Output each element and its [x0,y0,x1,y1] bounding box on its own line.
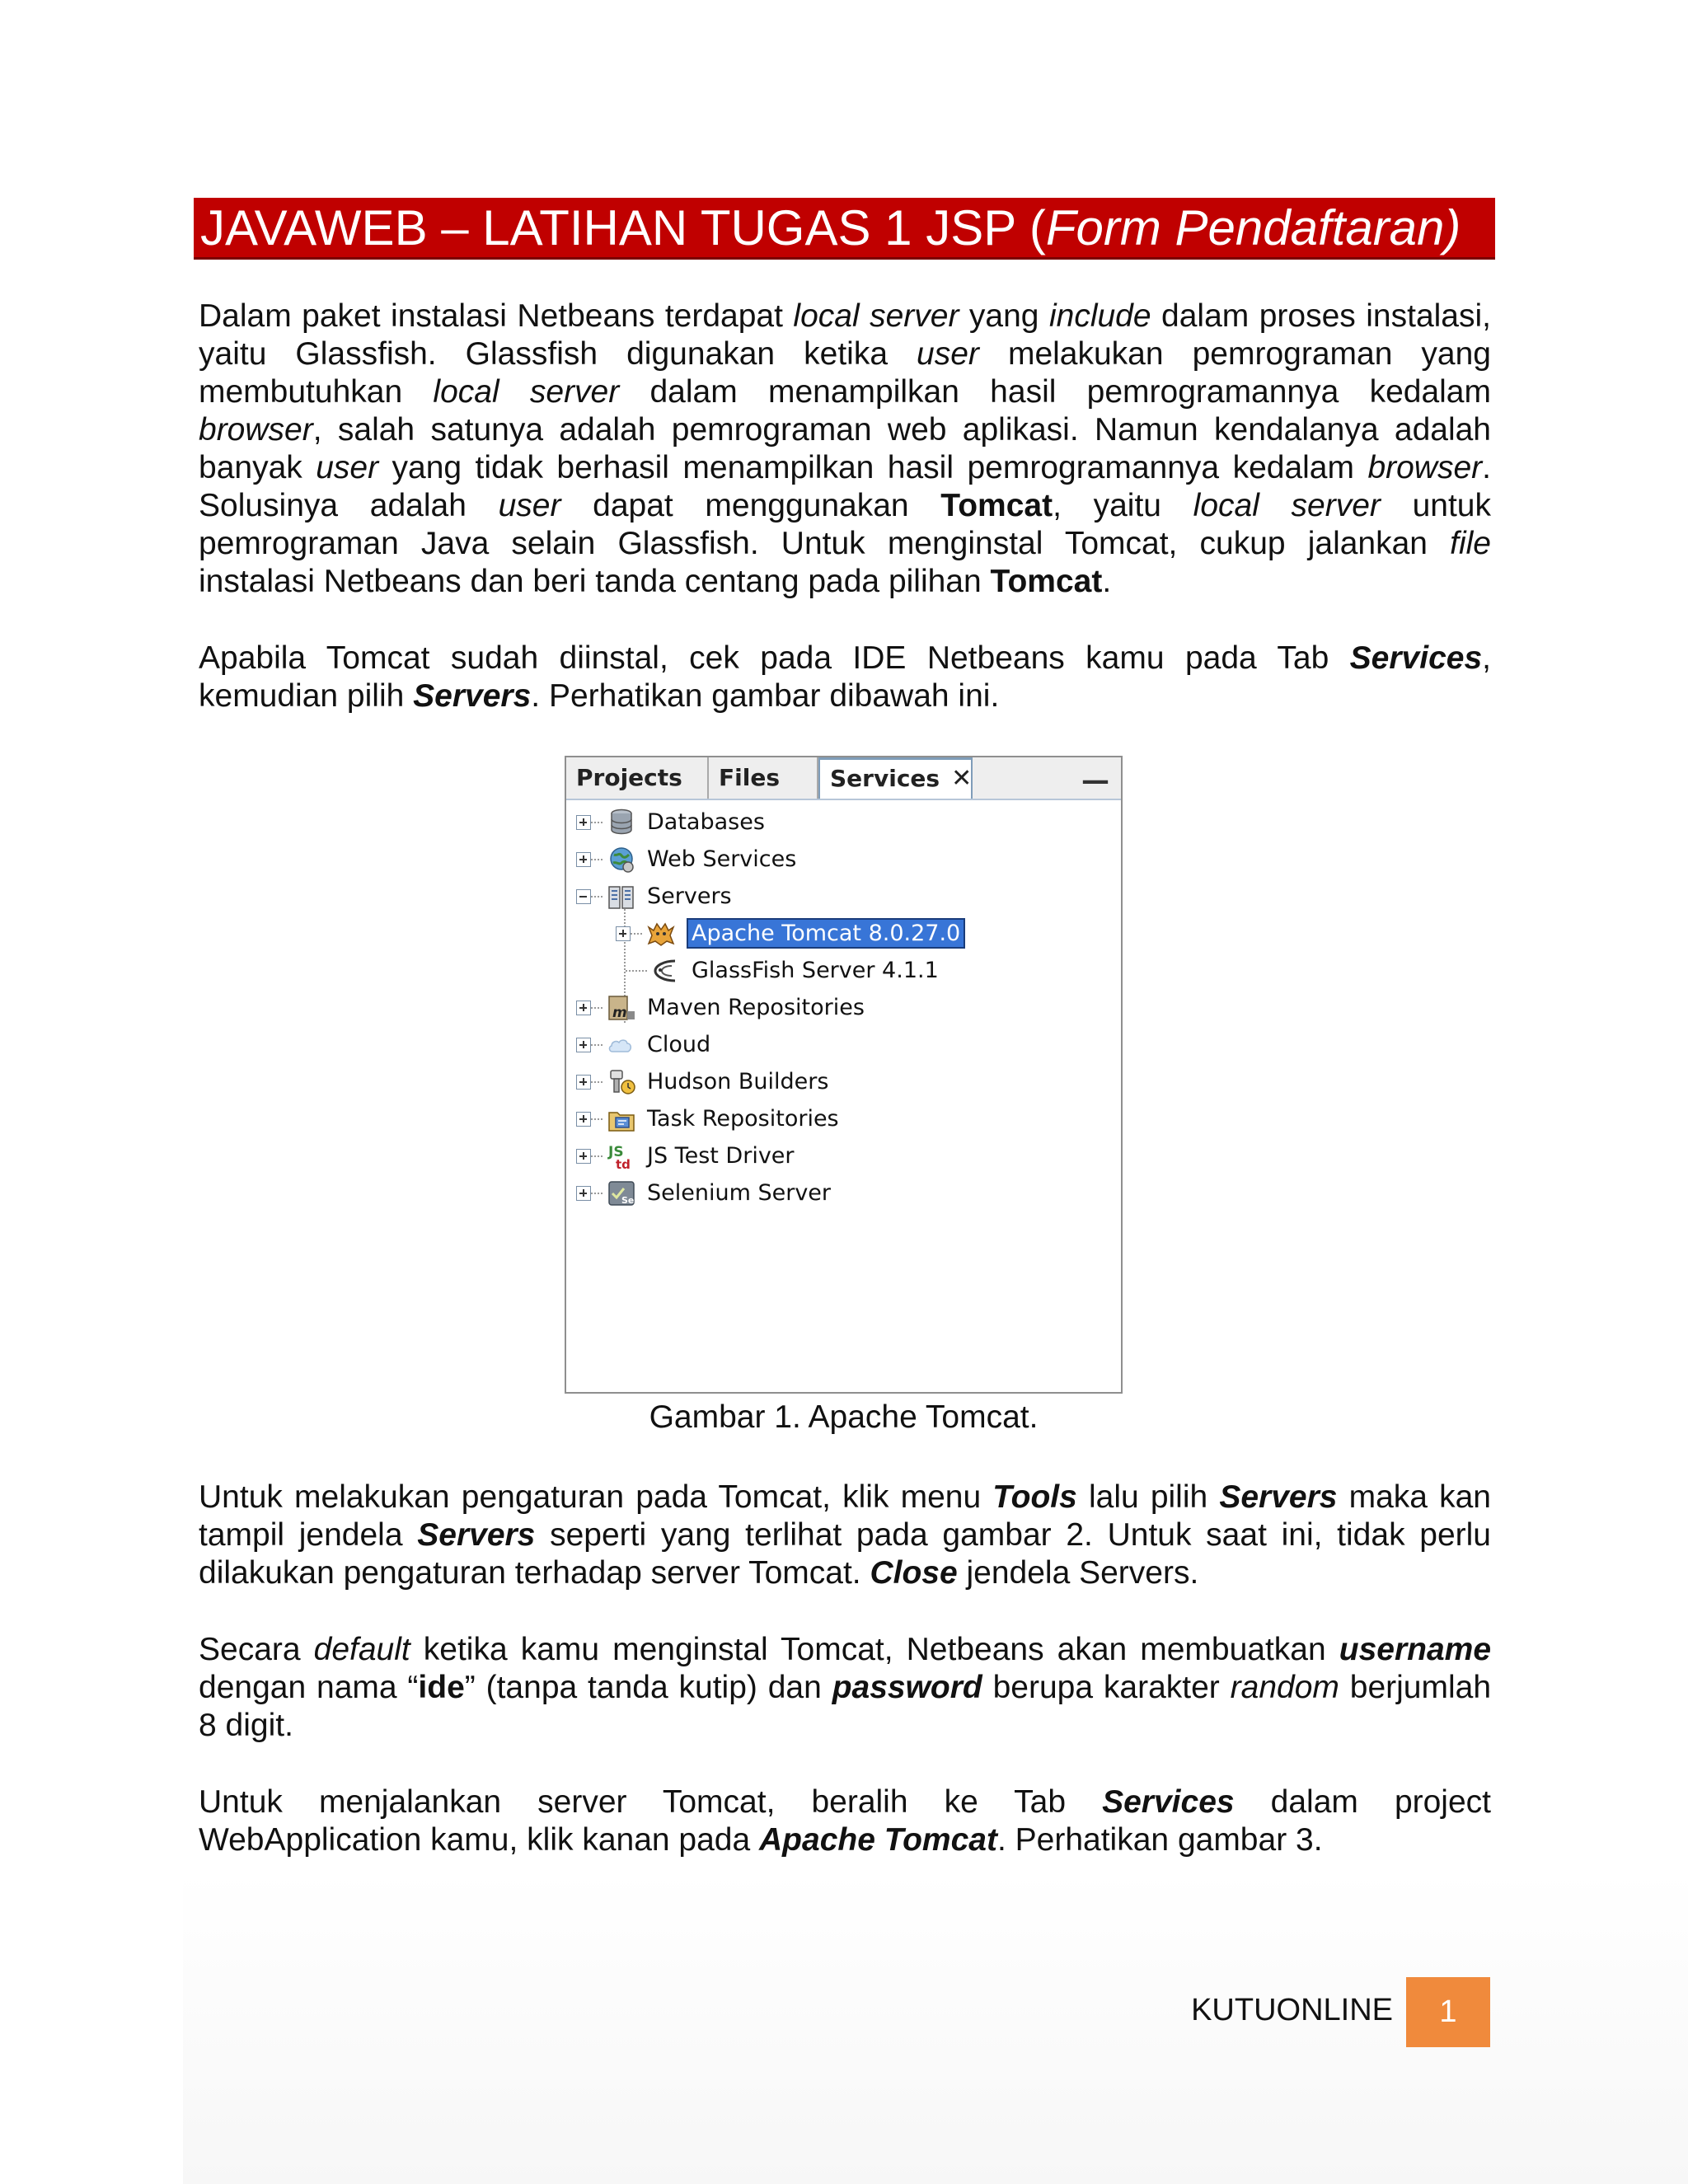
panel-tab-bar [566,757,1121,800]
text-line: browser, salah satunya adalah pemrograman web aplikasi. Namun kendalanya adalah [199,412,1491,448]
figure-caption: Gambar 1. Apache Tomcat. [649,1399,1039,1435]
tree-item-servers[interactable] [576,878,732,915]
text-line: dengan nama “ide” (tanpa tanda kutip) dan password berupa karakter random berjumlah [199,1670,1492,1705]
tree-item-label: Task Repositories [647,1106,839,1132]
close-tab-icon[interactable]: ✕ [951,764,973,793]
tab-services[interactable]: Services ✕ [818,757,973,799]
tree-item-task-repositories[interactable] [576,1100,839,1137]
tree-item-maven-repositories[interactable] [576,989,865,1026]
expand-icon[interactable] [576,1001,591,1015]
expand-icon[interactable] [576,1038,591,1052]
title-main: JAVAWEB – LATIHAN TUGAS 1 JSP ( [200,199,1046,255]
text-line: tampil jendela Servers seperti yang terlihat pada gambar 2. Untuk saat ini, tidak perlu [199,1517,1492,1553]
selenium-icon [606,1179,637,1208]
js-test-driver-icon [606,1141,637,1171]
tree-item-label: Databases [647,809,765,835]
svg-text:td: td [616,1156,631,1171]
expand-icon[interactable] [576,852,591,867]
tree-item-label: GlassFish Server 4.1.1 [692,958,939,983]
text-line: pemrograman Java selain Glassfish. Untuk menginstal Tomcat, cukup jalankan file [199,526,1491,561]
cloud-icon [606,1030,637,1060]
document-title [194,198,1495,260]
tree-item-databases[interactable] [576,804,765,841]
collapse-icon[interactable] [576,889,591,904]
tree-item-label: Web Services [647,846,797,872]
tree-item-hudson-builders[interactable] [576,1063,828,1100]
tree-item-web-services[interactable] [576,841,796,878]
glassfish-icon [650,956,682,986]
netbeans-services-panel [565,756,1123,1394]
text-line: Dalam paket instalasi Netbeans terdapat local server yang include dalam proses instalasi, [199,298,1491,334]
database-icon [606,808,637,837]
tomcat-icon [645,919,677,949]
expand-icon[interactable] [576,1186,591,1201]
text-line: Untuk menjalankan server Tomcat, beralih ke Tab Services dalam project [199,1784,1491,1820]
tree-item-label: Hudson Builders [647,1069,829,1094]
text-line: Solusinya adalah user dapat menggunakan Tomcat, yaitu local server untuk [199,488,1491,523]
tab-projects[interactable]: Projects [566,757,709,799]
tree-item-cloud[interactable] [576,1026,710,1063]
svg-text:m: m [612,1004,627,1021]
tree-item-label: JS Test Driver [647,1143,795,1169]
text-line: dilakukan pengaturan terhadap server Tomcat. Close jendela Servers. [199,1555,1199,1591]
text-line: membutuhkan local server dalam menampilkan hasil pemrogramannya kedalam [199,374,1491,410]
text-line: Apabila Tomcat sudah diinstal, cek pada IDE Netbeans kamu pada Tab Services, [199,640,1491,676]
text-line: instalasi Netbeans dan beri tanda centang pada pilihan Tomcat. [199,564,1112,599]
text-line: WebApplication kamu, klik kanan pada Apache Tomcat. Perhatikan gambar 3. [199,1822,1323,1858]
tree-item-apache-tomcat[interactable] [616,915,965,952]
paragraph-3 [199,1479,1491,1592]
paragraph-5 [199,1783,1491,1859]
text-line: 8 digit. [199,1708,293,1743]
task-repositories-icon [606,1104,637,1134]
tree-item-label: Maven Repositories [647,995,865,1020]
tree-item-label: Cloud [647,1032,711,1057]
expand-icon[interactable] [576,1112,591,1127]
page-number-badge: 1 [1406,1977,1490,2047]
text-line: banyak user yang tidak berhasil menampilkan hasil pemrogramannya kedalam browser. [199,450,1491,485]
text-line: Untuk melakukan pengaturan pada Tomcat, klik menu Tools lalu pilih Servers maka kan [199,1479,1491,1515]
tree-item-js-test-driver[interactable] [576,1137,795,1174]
paragraph-1 [199,298,1491,601]
maven-icon [606,993,637,1023]
web-services-globe-icon [606,845,637,874]
expand-icon[interactable] [576,815,591,830]
expand-icon[interactable] [616,926,631,941]
tab-files[interactable]: Files [709,757,818,799]
title-italic: Form Pendaftaran) [1045,199,1461,255]
text-line: kemudian pilih Servers. Perhatikan gambar dibawah ini. [199,678,1000,714]
text-line: Secara default ketika kamu menginstal Tomcat, Netbeans akan membuatkan username [199,1632,1492,1667]
footer-brand: KUTUONLINE [1191,1993,1393,2027]
tree-item-label: Apache Tomcat 8.0.27.0 [687,918,965,949]
tree-item-selenium-server[interactable] [576,1174,831,1212]
text-line: yaitu Glassfish. Glassfish digunakan ketika user melakukan pemrograman yang [199,336,1491,372]
paragraph-4 [199,1631,1491,1745]
tree-item-label: Selenium Server [647,1180,832,1206]
tree-item-glassfish-server[interactable] [626,952,939,989]
hudson-builders-icon [606,1067,637,1097]
expand-icon[interactable] [576,1075,591,1090]
svg-text:Se: Se [621,1194,635,1206]
minimize-icon[interactable]: — [1081,764,1109,797]
servers-icon [606,882,637,912]
svg-text:JS: JS [608,1143,624,1160]
tree-item-label: Servers [647,883,732,909]
paragraph-2 [199,640,1491,715]
expand-icon[interactable] [576,1149,591,1164]
